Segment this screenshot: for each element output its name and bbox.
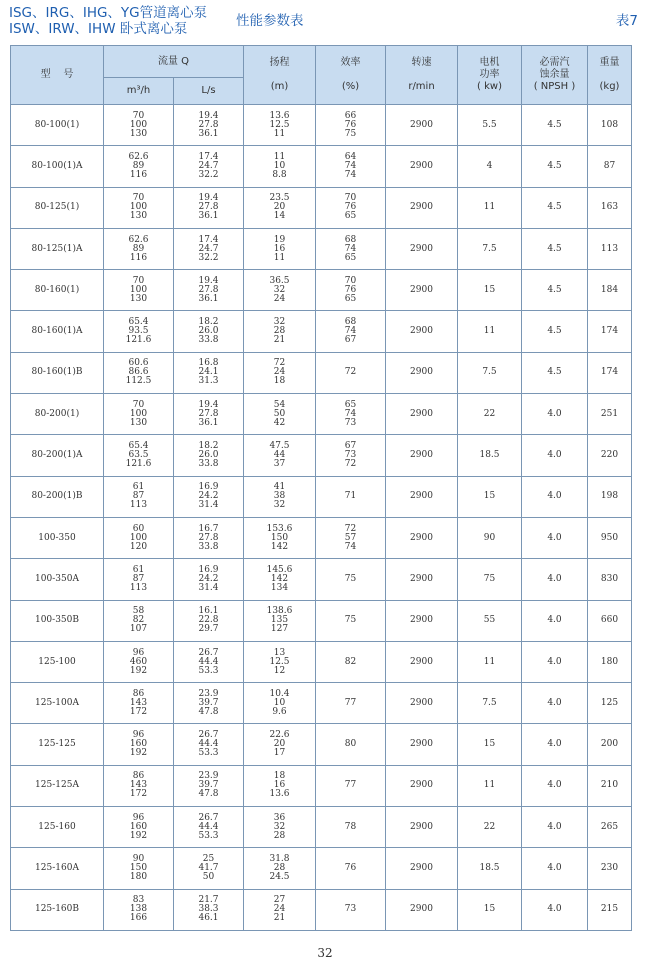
cell-npsh: 4.0 xyxy=(522,807,588,848)
cell-efficiency: 77 xyxy=(316,765,386,806)
cell-model: 80-200(1)B xyxy=(11,476,104,517)
cell-npsh: 4.5 xyxy=(522,105,588,146)
cell-motor-power: 22 xyxy=(458,807,522,848)
cell-motor-power: 7.5 xyxy=(458,683,522,724)
cell-efficiency: 68 74 67 xyxy=(316,311,386,352)
table-row xyxy=(11,311,632,352)
cell-head: 36.5 32 24 xyxy=(244,270,316,311)
cell-model: 125-160B xyxy=(11,889,104,930)
cell-flow-ls: 19.4 27.8 36.1 xyxy=(174,270,244,311)
cell-head: 32 28 21 xyxy=(244,311,316,352)
cell-motor-power: 7.5 xyxy=(458,228,522,269)
cell-model: 80-160(1)B xyxy=(11,352,104,393)
cell-model: 100-350B xyxy=(11,600,104,641)
cell-efficiency: 70 76 65 xyxy=(316,187,386,228)
cell-model: 125-160 xyxy=(11,807,104,848)
cell-speed: 2900 xyxy=(386,105,458,146)
table-row xyxy=(11,807,632,848)
cell-efficiency: 70 76 65 xyxy=(316,270,386,311)
cell-speed: 2900 xyxy=(386,517,458,558)
cell-speed: 2900 xyxy=(386,724,458,765)
cell-npsh: 4.0 xyxy=(522,683,588,724)
cell-head: 22.6 20 17 xyxy=(244,724,316,765)
table-row xyxy=(11,228,632,269)
cell-flow-m3h: 61 87 113 xyxy=(104,476,174,517)
cell-flow-ls: 16.8 24.1 31.3 xyxy=(174,352,244,393)
cell-head: 13.6 12.5 11 xyxy=(244,105,316,146)
cell-npsh: 4.5 xyxy=(522,270,588,311)
table-row xyxy=(11,889,632,930)
cell-flow-ls: 16.9 24.2 31.4 xyxy=(174,559,244,600)
cell-flow-m3h: 90 150 180 xyxy=(104,848,174,889)
cell-head: 11 10 8.8 xyxy=(244,146,316,187)
page-title: 性能参数表 xyxy=(236,13,304,29)
cell-weight: 220 xyxy=(588,435,632,476)
table-row xyxy=(11,476,632,517)
cell-model: 125-125 xyxy=(11,724,104,765)
cell-flow-m3h: 86 143 172 xyxy=(104,765,174,806)
col-npsh: 必需汽 蚀余量 ( NPSH ) xyxy=(522,46,588,105)
cell-weight: 950 xyxy=(588,517,632,558)
cell-head: 47.5 44 37 xyxy=(244,435,316,476)
cell-head: 54 50 42 xyxy=(244,394,316,435)
cell-model: 80-160(1) xyxy=(11,270,104,311)
cell-model: 125-125A xyxy=(11,765,104,806)
cell-efficiency: 72 xyxy=(316,352,386,393)
cell-motor-power: 15 xyxy=(458,476,522,517)
col-speed: 转速 r/min xyxy=(386,46,458,105)
cell-head: 10.4 10 9.6 xyxy=(244,683,316,724)
cell-flow-m3h: 70 100 130 xyxy=(104,105,174,146)
cell-motor-power: 18.5 xyxy=(458,848,522,889)
cell-npsh: 4.5 xyxy=(522,187,588,228)
table-row xyxy=(11,146,632,187)
cell-motor-power: 22 xyxy=(458,394,522,435)
cell-npsh: 4.5 xyxy=(522,146,588,187)
cell-model: 125-100A xyxy=(11,683,104,724)
cell-npsh: 4.5 xyxy=(522,228,588,269)
cell-flow-ls: 19.4 27.8 36.1 xyxy=(174,187,244,228)
cell-weight: 174 xyxy=(588,352,632,393)
cell-weight: 830 xyxy=(588,559,632,600)
cell-weight: 113 xyxy=(588,228,632,269)
cell-speed: 2900 xyxy=(386,559,458,600)
col-efficiency: 效率 (%) xyxy=(316,46,386,105)
cell-model: 80-100(1) xyxy=(11,105,104,146)
cell-flow-m3h: 70 100 130 xyxy=(104,394,174,435)
cell-efficiency: 78 xyxy=(316,807,386,848)
cell-efficiency: 68 74 65 xyxy=(316,228,386,269)
cell-efficiency: 67 73 72 xyxy=(316,435,386,476)
table-row xyxy=(11,600,632,641)
performance-table xyxy=(10,45,632,931)
cell-flow-ls: 16.1 22.8 29.7 xyxy=(174,600,244,641)
cell-flow-m3h: 65.4 63.5 121.6 xyxy=(104,435,174,476)
cell-motor-power: 18.5 xyxy=(458,435,522,476)
cell-flow-ls: 26.7 44.4 53.3 xyxy=(174,641,244,682)
cell-speed: 2900 xyxy=(386,228,458,269)
table-row xyxy=(11,517,632,558)
cell-speed: 2900 xyxy=(386,476,458,517)
table-row xyxy=(11,352,632,393)
cell-motor-power: 15 xyxy=(458,270,522,311)
cell-weight: 108 xyxy=(588,105,632,146)
cell-flow-m3h: 60.6 86.6 112.5 xyxy=(104,352,174,393)
cell-flow-ls: 19.4 27.8 36.1 xyxy=(174,105,244,146)
cell-motor-power: 55 xyxy=(458,600,522,641)
cell-efficiency: 82 xyxy=(316,641,386,682)
cell-weight: 230 xyxy=(588,848,632,889)
cell-flow-ls: 18.2 26.0 33.8 xyxy=(174,311,244,352)
cell-flow-ls: 23.9 39.7 47.8 xyxy=(174,683,244,724)
cell-weight: 251 xyxy=(588,394,632,435)
cell-npsh: 4.0 xyxy=(522,765,588,806)
cell-head: 23.5 20 14 xyxy=(244,187,316,228)
cell-flow-m3h: 60 100 120 xyxy=(104,517,174,558)
page-number: 32 xyxy=(317,946,333,960)
cell-weight: 198 xyxy=(588,476,632,517)
cell-motor-power: 5.5 xyxy=(458,105,522,146)
cell-efficiency: 76 xyxy=(316,848,386,889)
table-row xyxy=(11,641,632,682)
cell-weight: 200 xyxy=(588,724,632,765)
cell-model: 80-125(1) xyxy=(11,187,104,228)
cell-flow-ls: 26.7 44.4 53.3 xyxy=(174,724,244,765)
cell-flow-m3h: 61 87 113 xyxy=(104,559,174,600)
series-title-line1: ISG、IRG、IHG、YG管道离心泵 xyxy=(9,5,208,21)
cell-motor-power: 15 xyxy=(458,724,522,765)
cell-npsh: 4.0 xyxy=(522,517,588,558)
cell-flow-m3h: 58 82 107 xyxy=(104,600,174,641)
cell-flow-ls: 19.4 27.8 36.1 xyxy=(174,394,244,435)
cell-npsh: 4.0 xyxy=(522,600,588,641)
cell-motor-power: 7.5 xyxy=(458,352,522,393)
cell-head: 138.6 135 127 xyxy=(244,600,316,641)
col-model: 型 号 xyxy=(11,46,104,105)
cell-speed: 2900 xyxy=(386,435,458,476)
cell-motor-power: 4 xyxy=(458,146,522,187)
cell-flow-m3h: 70 100 130 xyxy=(104,187,174,228)
cell-motor-power: 11 xyxy=(458,765,522,806)
cell-motor-power: 15 xyxy=(458,889,522,930)
cell-npsh: 4.0 xyxy=(522,394,588,435)
cell-weight: 174 xyxy=(588,311,632,352)
cell-flow-ls: 16.9 24.2 31.4 xyxy=(174,476,244,517)
col-flow: 流量 Q xyxy=(104,46,244,78)
cell-efficiency: 71 xyxy=(316,476,386,517)
cell-speed: 2900 xyxy=(386,311,458,352)
cell-efficiency: 73 xyxy=(316,889,386,930)
cell-head: 19 16 11 xyxy=(244,228,316,269)
cell-model: 80-160(1)A xyxy=(11,311,104,352)
cell-weight: 210 xyxy=(588,765,632,806)
cell-flow-ls: 17.4 24.7 32.2 xyxy=(174,146,244,187)
cell-weight: 163 xyxy=(588,187,632,228)
cell-weight: 660 xyxy=(588,600,632,641)
cell-flow-m3h: 65.4 93.5 121.6 xyxy=(104,311,174,352)
cell-npsh: 4.0 xyxy=(522,889,588,930)
cell-model: 100-350A xyxy=(11,559,104,600)
table-row xyxy=(11,270,632,311)
cell-flow-ls: 25 41.7 50 xyxy=(174,848,244,889)
cell-head: 31.8 28 24.5 xyxy=(244,848,316,889)
cell-weight: 125 xyxy=(588,683,632,724)
cell-speed: 2900 xyxy=(386,641,458,682)
cell-speed: 2900 xyxy=(386,807,458,848)
table-row xyxy=(11,559,632,600)
cell-efficiency: 72 57 74 xyxy=(316,517,386,558)
col-weight: 重量 (kg) xyxy=(588,46,632,105)
cell-efficiency: 75 xyxy=(316,559,386,600)
cell-speed: 2900 xyxy=(386,600,458,641)
cell-efficiency: 66 76 75 xyxy=(316,105,386,146)
cell-flow-m3h: 83 138 166 xyxy=(104,889,174,930)
cell-weight: 215 xyxy=(588,889,632,930)
cell-speed: 2900 xyxy=(386,848,458,889)
cell-head: 72 24 18 xyxy=(244,352,316,393)
table-row xyxy=(11,848,632,889)
cell-efficiency: 65 74 73 xyxy=(316,394,386,435)
cell-model: 80-125(1)A xyxy=(11,228,104,269)
cell-efficiency: 75 xyxy=(316,600,386,641)
table-row xyxy=(11,683,632,724)
cell-npsh: 4.0 xyxy=(522,848,588,889)
cell-motor-power: 75 xyxy=(458,559,522,600)
table-row xyxy=(11,724,632,765)
table-row xyxy=(11,187,632,228)
col-flow-ls: L/s xyxy=(174,78,244,105)
cell-head: 41 38 32 xyxy=(244,476,316,517)
cell-flow-m3h: 96 460 192 xyxy=(104,641,174,682)
cell-model: 80-100(1)A xyxy=(11,146,104,187)
cell-head: 153.6 150 142 xyxy=(244,517,316,558)
cell-head: 145.6 142 134 xyxy=(244,559,316,600)
cell-weight: 87 xyxy=(588,146,632,187)
cell-flow-ls: 26.7 44.4 53.3 xyxy=(174,807,244,848)
cell-npsh: 4.0 xyxy=(522,559,588,600)
cell-speed: 2900 xyxy=(386,187,458,228)
cell-speed: 2900 xyxy=(386,394,458,435)
cell-speed: 2900 xyxy=(386,683,458,724)
cell-flow-m3h: 96 160 192 xyxy=(104,724,174,765)
cell-speed: 2900 xyxy=(386,352,458,393)
cell-flow-ls: 21.7 38.3 46.1 xyxy=(174,889,244,930)
cell-model: 80-200(1)A xyxy=(11,435,104,476)
cell-npsh: 4.5 xyxy=(522,311,588,352)
cell-speed: 2900 xyxy=(386,889,458,930)
table-row xyxy=(11,435,632,476)
cell-flow-ls: 23.9 39.7 47.8 xyxy=(174,765,244,806)
table-row xyxy=(11,765,632,806)
cell-model: 125-100 xyxy=(11,641,104,682)
cell-speed: 2900 xyxy=(386,146,458,187)
cell-efficiency: 77 xyxy=(316,683,386,724)
cell-flow-m3h: 62.6 89 116 xyxy=(104,228,174,269)
cell-motor-power: 90 xyxy=(458,517,522,558)
cell-speed: 2900 xyxy=(386,765,458,806)
table-row xyxy=(11,394,632,435)
table-row xyxy=(11,105,632,146)
cell-flow-m3h: 62.6 89 116 xyxy=(104,146,174,187)
cell-model: 100-350 xyxy=(11,517,104,558)
cell-flow-ls: 18.2 26.0 33.8 xyxy=(174,435,244,476)
cell-weight: 180 xyxy=(588,641,632,682)
cell-head: 13 12.5 12 xyxy=(244,641,316,682)
cell-weight: 265 xyxy=(588,807,632,848)
cell-efficiency: 64 74 74 xyxy=(316,146,386,187)
cell-motor-power: 11 xyxy=(458,311,522,352)
cell-npsh: 4.0 xyxy=(522,476,588,517)
cell-head: 36 32 28 xyxy=(244,807,316,848)
cell-flow-m3h: 86 143 172 xyxy=(104,683,174,724)
cell-weight: 184 xyxy=(588,270,632,311)
col-head: 扬程 (m) xyxy=(244,46,316,105)
cell-npsh: 4.0 xyxy=(522,724,588,765)
cell-model: 125-160A xyxy=(11,848,104,889)
cell-efficiency: 80 xyxy=(316,724,386,765)
series-title-line2: ISW、IRW、IHW 卧式离心泵 xyxy=(9,21,188,37)
cell-head: 18 16 13.6 xyxy=(244,765,316,806)
cell-flow-ls: 16.7 27.8 33.8 xyxy=(174,517,244,558)
cell-npsh: 4.5 xyxy=(522,352,588,393)
cell-flow-ls: 17.4 24.7 32.2 xyxy=(174,228,244,269)
cell-npsh: 4.0 xyxy=(522,641,588,682)
cell-npsh: 4.0 xyxy=(522,435,588,476)
cell-motor-power: 11 xyxy=(458,187,522,228)
cell-head: 27 24 21 xyxy=(244,889,316,930)
table-number: 表7 xyxy=(615,13,638,29)
cell-speed: 2900 xyxy=(386,270,458,311)
cell-motor-power: 11 xyxy=(458,641,522,682)
col-flow-m3h: m³/h xyxy=(104,78,174,105)
cell-model: 80-200(1) xyxy=(11,394,104,435)
col-motor-power: 电机 功率 ( kw) xyxy=(458,46,522,105)
cell-flow-m3h: 96 160 192 xyxy=(104,807,174,848)
cell-flow-m3h: 70 100 130 xyxy=(104,270,174,311)
